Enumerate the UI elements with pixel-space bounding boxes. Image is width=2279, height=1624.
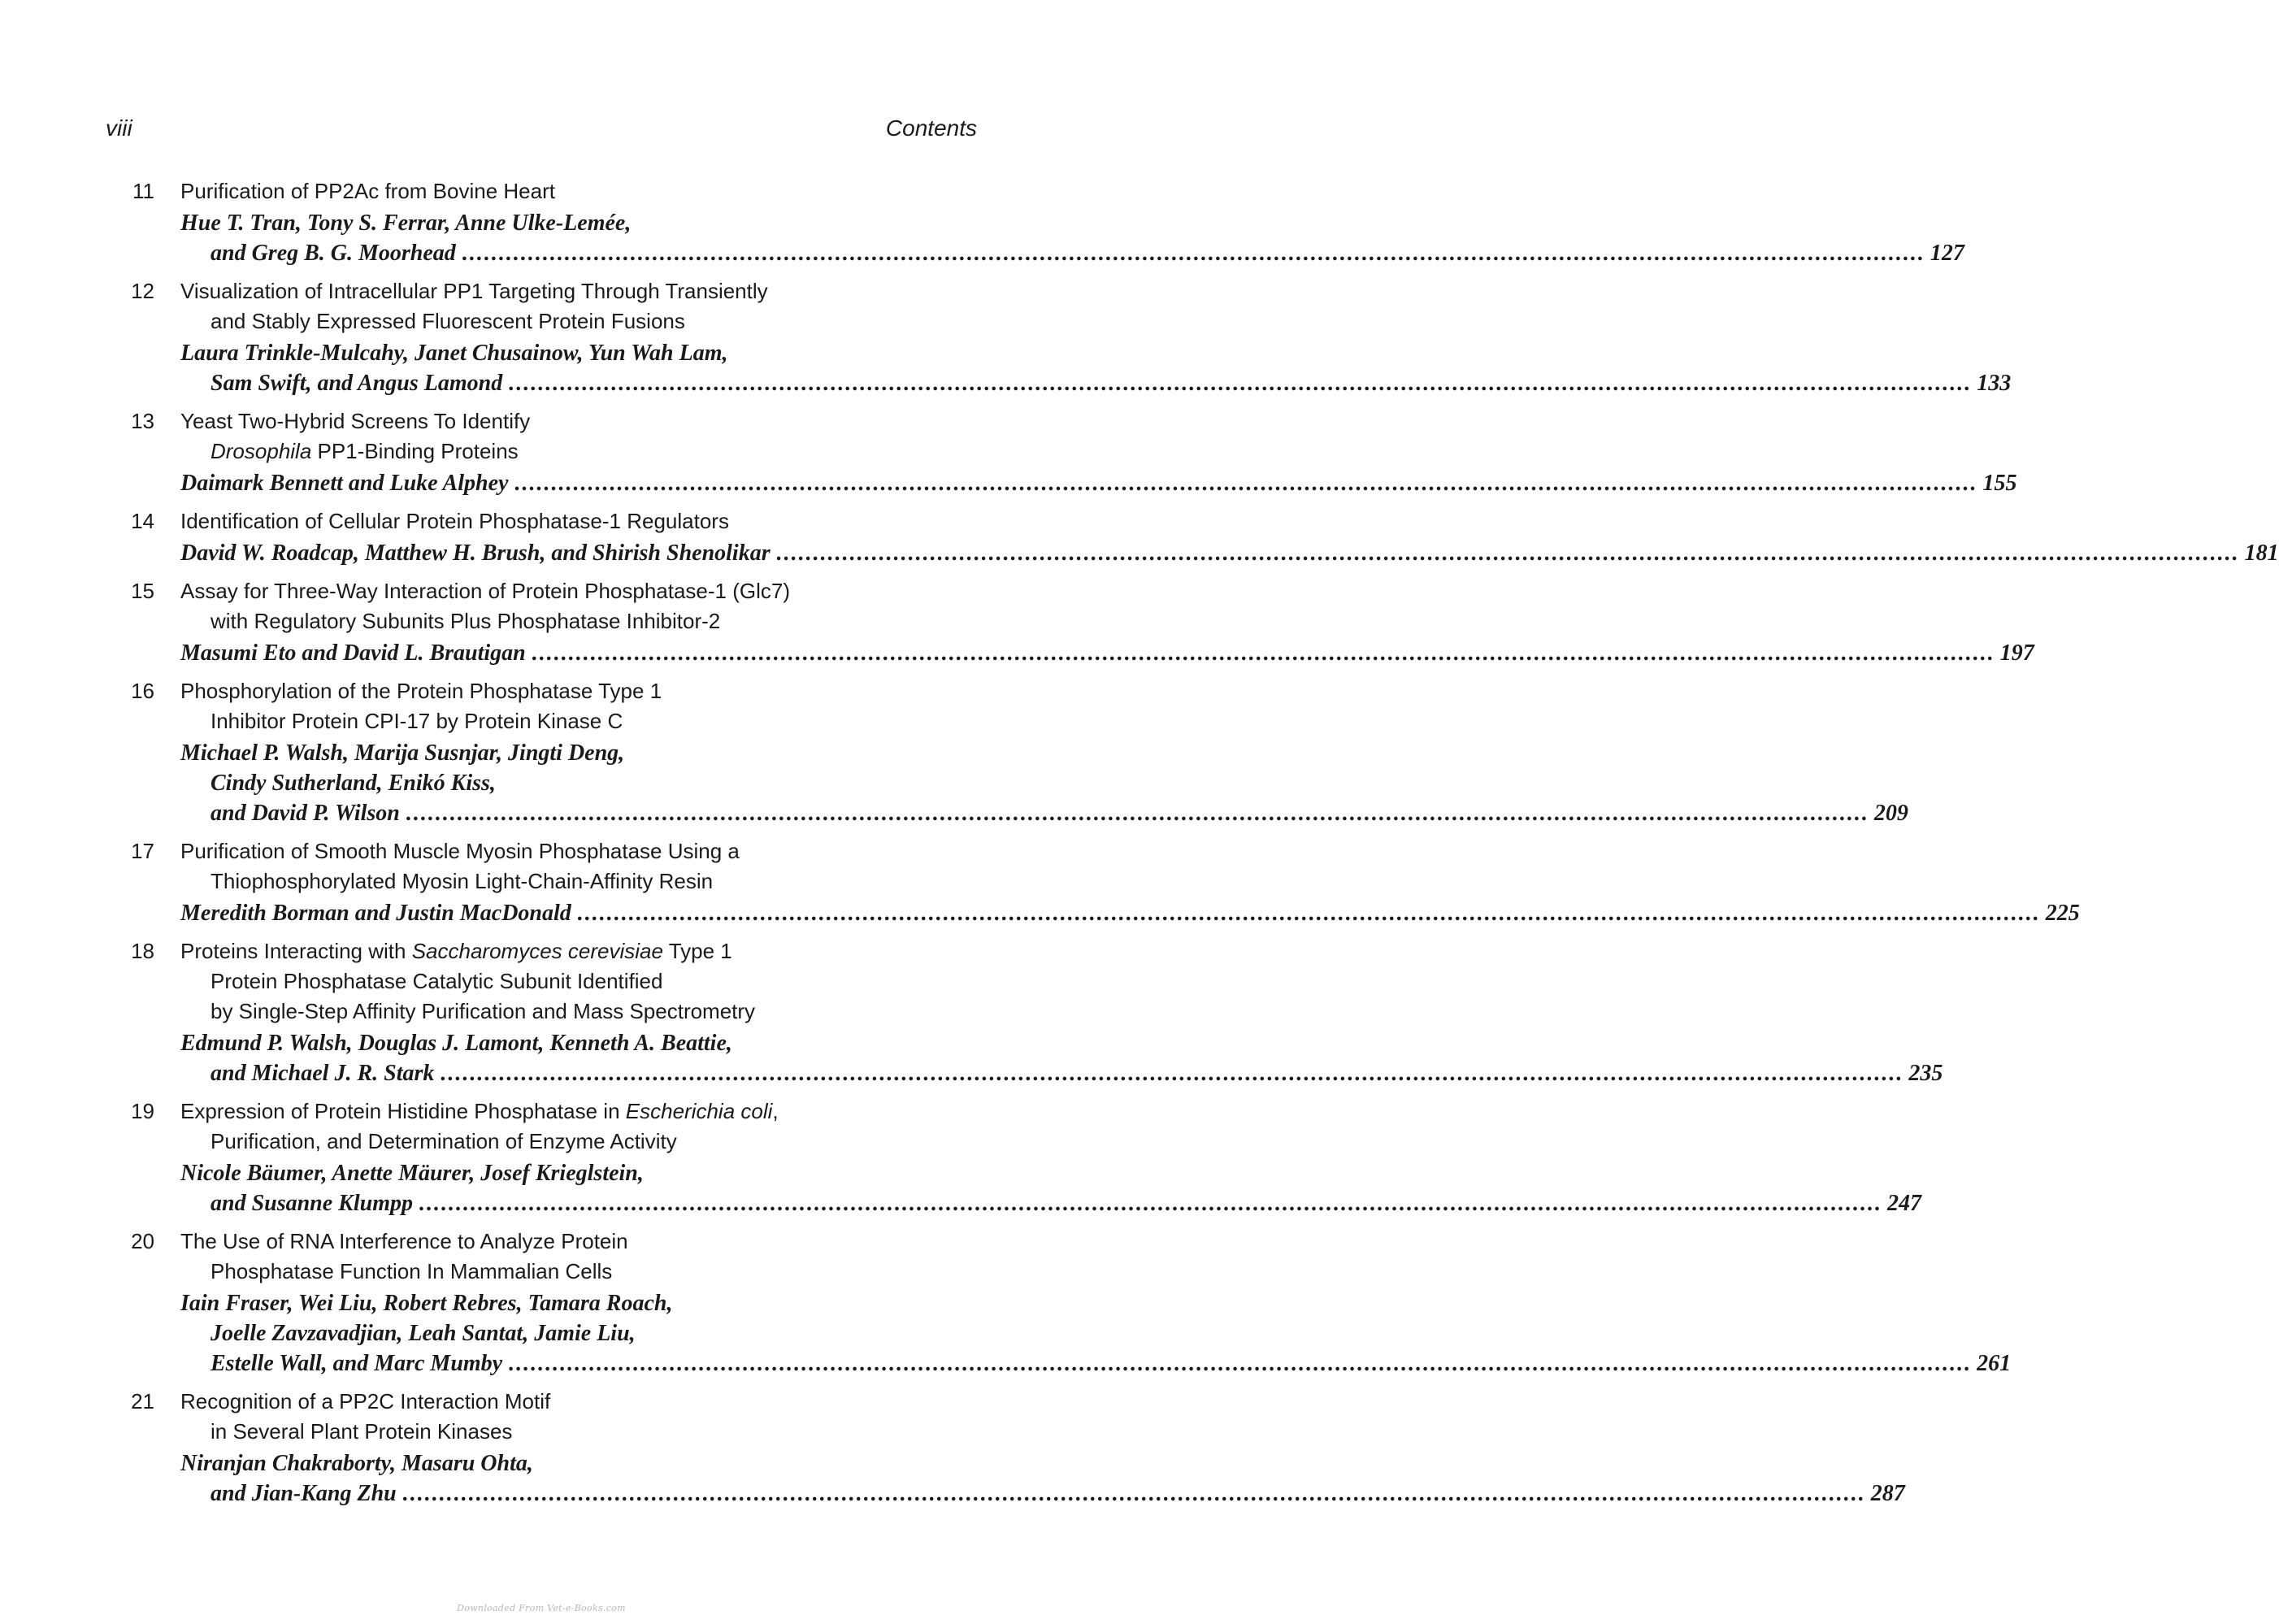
author-names: David W. Roadcap, Matthew H. Brush, and Shirish Shenolikar	[180, 541, 771, 566]
italic-term: Escherichia coli	[625, 1099, 773, 1123]
author-names: Nicole Bäumer, Anette Mäurer, Josef Krieglstein,	[180, 1161, 644, 1186]
author-line	[180, 738, 977, 768]
chapter-title-line	[180, 706, 977, 736]
author-line	[180, 208, 977, 238]
chapter-title-line	[180, 866, 977, 897]
toc-entry	[106, 936, 1943, 1088]
title-text: ,	[772, 1099, 779, 1123]
dot-leader: ........................................................................................................................................................................................................	[776, 541, 2240, 566]
chapter-title-line	[180, 966, 977, 997]
chapter-body	[180, 936, 1943, 1088]
author-line	[180, 468, 2017, 498]
dot-leader: ........................................................................................................................................................................................................	[462, 241, 1925, 266]
chapter-number: 21	[131, 1389, 154, 1413]
author-line	[180, 368, 2012, 398]
chapter-page-number: 287	[1870, 1481, 1905, 1506]
author-line	[180, 338, 977, 368]
author-names: Masumi Eto and David L. Brautigan	[180, 640, 526, 666]
chapter-authors	[180, 1028, 1943, 1088]
title-text: Purification of Smooth Muscle Myosin Phosphatase Using a	[180, 839, 740, 863]
chapter-number: 11	[132, 179, 154, 203]
title-text: Proteins Interacting with	[180, 939, 412, 963]
toc-entry	[106, 676, 1908, 828]
author-names: and Jian-Kang Zhu	[211, 1481, 397, 1506]
author-names: and David P. Wilson	[211, 801, 400, 826]
chapter-body	[180, 1227, 2012, 1379]
chapter-body	[180, 576, 2034, 668]
chapter-page-number: 209	[1873, 801, 1908, 826]
author-names: Michael P. Walsh, Marija Susnjar, Jingti Deng,	[180, 740, 625, 766]
dot-leader: ........................................................................................................................................................................................................	[406, 801, 1869, 826]
title-text: Thiophosphorylated Myosin Light-Chain-Affinity Resin	[211, 869, 714, 893]
dot-leader: ........................................................................................................................................................................................................	[441, 1061, 1904, 1086]
chapter-page-number: 127	[1930, 241, 1964, 266]
chapter-number: 14	[131, 509, 154, 533]
chapter-title-line	[180, 676, 977, 706]
author-names: Edmund P. Walsh, Douglas J. Lamont, Kenneth A. Beattie,	[180, 1031, 732, 1056]
footer-watermark: Downloaded From Vet-e-Books.com	[457, 1603, 626, 1613]
author-names: Daimark Bennett and Luke Alphey	[180, 471, 509, 496]
dot-leader: ........................................................................................................................................................................................................	[509, 1351, 1973, 1376]
chapter-number: 20	[131, 1229, 154, 1253]
author-names: Estelle Wall, and Marc Mumby	[211, 1351, 503, 1376]
chapter-title-line	[180, 276, 977, 306]
chapter-title-line	[180, 1387, 977, 1417]
chapter-title-line	[180, 1096, 977, 1127]
chapter-number: 13	[131, 409, 154, 433]
toc-entry	[106, 576, 2034, 668]
chapter-authors	[180, 1158, 1921, 1218]
author-names: and Greg B. G. Moorhead	[211, 241, 456, 266]
chapter-page-number: 197	[1999, 640, 2034, 666]
author-names: Cindy Sutherland, Enikó Kiss,	[211, 771, 496, 796]
author-line	[180, 1188, 1921, 1218]
title-text: Recognition of a PP2C Interaction Motif	[180, 1389, 551, 1413]
chapter-authors	[180, 338, 2012, 398]
chapter-body	[180, 176, 1964, 268]
title-text: Protein Phosphatase Catalytic Subunit Identified	[211, 969, 663, 993]
author-line	[180, 1158, 977, 1188]
title-text: PP1-Binding Proteins	[311, 439, 519, 463]
chapter-authors	[180, 638, 2034, 668]
author-line	[180, 1028, 977, 1058]
author-line	[180, 898, 2080, 928]
chapter-number: 16	[131, 679, 154, 703]
author-line	[180, 798, 1908, 828]
chapter-title-line	[180, 1257, 977, 1287]
chapter-page-number: 155	[1982, 471, 2017, 496]
author-names: and Susanne Klumpp	[211, 1191, 413, 1216]
author-line	[180, 1348, 2012, 1379]
title-text: Assay for Three-Way Interaction of Protein Phosphatase-1 (Glc7)	[180, 579, 791, 603]
author-line	[180, 1058, 1943, 1088]
title-text: in Several Plant Protein Kinases	[211, 1419, 513, 1444]
chapter-title-line	[180, 176, 977, 206]
author-line	[180, 1448, 977, 1479]
chapter-body	[180, 676, 1908, 828]
chapter-body	[180, 406, 2017, 498]
title-text: Identification of Cellular Protein Phosphatase-1 Regulators	[180, 509, 729, 533]
chapter-title-line	[180, 936, 977, 966]
chapter-page-number: 225	[2045, 901, 2080, 926]
chapter-authors	[180, 898, 2080, 928]
dot-leader: ........................................................................................................................................................................................................	[509, 371, 1973, 396]
chapter-body	[180, 1096, 1921, 1218]
chapter-number: 17	[131, 839, 154, 863]
chapter-number: 19	[131, 1099, 154, 1123]
title-text: Type 1	[662, 939, 732, 963]
title-text: Visualization of Intracellular PP1 Targeting Through Transiently	[180, 279, 768, 303]
chapter-authors	[180, 468, 2017, 498]
dot-leader: ........................................................................................................................................................................................................	[402, 1481, 1866, 1506]
toc-entry	[106, 836, 2080, 928]
table-of-contents	[106, 176, 2279, 1517]
dot-leader: ........................................................................................................................................................................................................	[419, 1191, 1882, 1216]
chapter-authors	[180, 1448, 1905, 1509]
dot-leader: ........................................................................................................................................................................................................	[514, 471, 1978, 496]
chapter-authors	[180, 1288, 2012, 1379]
dot-leader: ........................................................................................................................................................................................................	[532, 640, 1995, 666]
chapter-number: 12	[131, 279, 154, 303]
chapter-body	[180, 836, 2080, 928]
toc-entry	[106, 506, 2279, 568]
toc-entry	[106, 1387, 1905, 1509]
title-text: and Stably Expressed Fluorescent Protein Fusions	[211, 309, 685, 333]
chapter-authors	[180, 208, 1964, 268]
chapter-title-line	[180, 436, 977, 467]
author-names: Laura Trinkle-Mulcahy, Janet Chusainow, Yun Wah Lam,	[180, 341, 728, 366]
chapter-number: 18	[131, 939, 154, 963]
title-text: Phosphorylation of the Protein Phosphatase Type 1	[180, 679, 662, 703]
chapter-page-number: 235	[1908, 1061, 1943, 1086]
toc-entry	[106, 1227, 2012, 1379]
chapter-title-line	[180, 606, 977, 636]
author-line	[180, 768, 977, 798]
chapter-page-number: 133	[1977, 371, 2012, 396]
title-text: Inhibitor Protein CPI-17 by Protein Kinase C	[211, 709, 623, 733]
author-names: and Michael J. R. Stark	[211, 1061, 435, 1086]
title-text: Expression of Protein Histidine Phosphatase in	[180, 1099, 626, 1123]
title-text: with Regulatory Subunits Plus Phosphatase Inhibitor-2	[211, 609, 721, 633]
toc-entry	[106, 406, 2017, 498]
author-line	[180, 1288, 977, 1318]
chapter-title-line	[180, 997, 977, 1027]
title-text: Purification, and Determination of Enzyme Activity	[211, 1129, 677, 1153]
title-text: Phosphatase Function In Mammalian Cells	[211, 1259, 613, 1283]
author-line	[180, 538, 2279, 568]
title-text: by Single-Step Affinity Purification and Mass Spectrometry	[211, 999, 756, 1023]
author-names: Meredith Borman and Justin MacDonald	[180, 901, 571, 926]
dot-leader: ........................................................................................................................................................................................................	[577, 901, 2041, 926]
author-line	[180, 1318, 977, 1348]
chapter-page-number: 261	[1977, 1351, 2012, 1376]
author-names: Sam Swift, and Angus Lamond	[211, 371, 503, 396]
author-names: Hue T. Tran, Tony S. Ferrar, Anne Ulke-Lemée,	[180, 211, 632, 236]
chapter-title-line	[180, 1227, 977, 1257]
title-text: The Use of RNA Interference to Analyze Protein	[180, 1229, 628, 1253]
chapter-body	[180, 276, 2012, 398]
italic-term: Drosophila	[211, 439, 312, 463]
author-line	[180, 638, 2034, 668]
chapter-authors	[180, 538, 2279, 568]
page-number-roman: viii	[106, 115, 132, 141]
chapter-page-number: 181	[2244, 541, 2279, 566]
toc-entry	[106, 176, 1964, 268]
chapter-title-line	[180, 506, 977, 536]
chapter-body	[180, 1387, 1905, 1509]
chapter-body	[180, 506, 2279, 568]
toc-entry	[106, 276, 2012, 398]
author-line	[180, 238, 1964, 268]
chapter-authors	[180, 738, 1908, 828]
author-names: Iain Fraser, Wei Liu, Robert Rebres, Tamara Roach,	[180, 1291, 673, 1316]
chapter-title-line	[180, 1127, 977, 1157]
chapter-title-line	[180, 306, 977, 337]
author-line	[180, 1479, 1905, 1509]
author-names: Niranjan Chakraborty, Masaru Ohta,	[180, 1451, 533, 1476]
author-names: Joelle Zavzavadjian, Leah Santat, Jamie Liu,	[211, 1321, 636, 1346]
chapter-title-line	[180, 836, 977, 866]
toc-entry	[106, 1096, 1921, 1218]
chapter-page-number: 247	[1887, 1191, 1921, 1216]
chapter-title-line	[180, 406, 977, 436]
italic-term: Saccharomyces cerevisiae	[411, 939, 663, 963]
running-head	[106, 115, 977, 148]
title-text: Yeast Two-Hybrid Screens To Identify	[180, 409, 531, 433]
chapter-title-line	[180, 576, 977, 606]
chapter-number: 15	[131, 579, 154, 603]
title-text: Purification of PP2Ac from Bovine Heart	[180, 179, 555, 203]
section-title: Contents	[885, 115, 977, 141]
chapter-title-line	[180, 1417, 977, 1447]
